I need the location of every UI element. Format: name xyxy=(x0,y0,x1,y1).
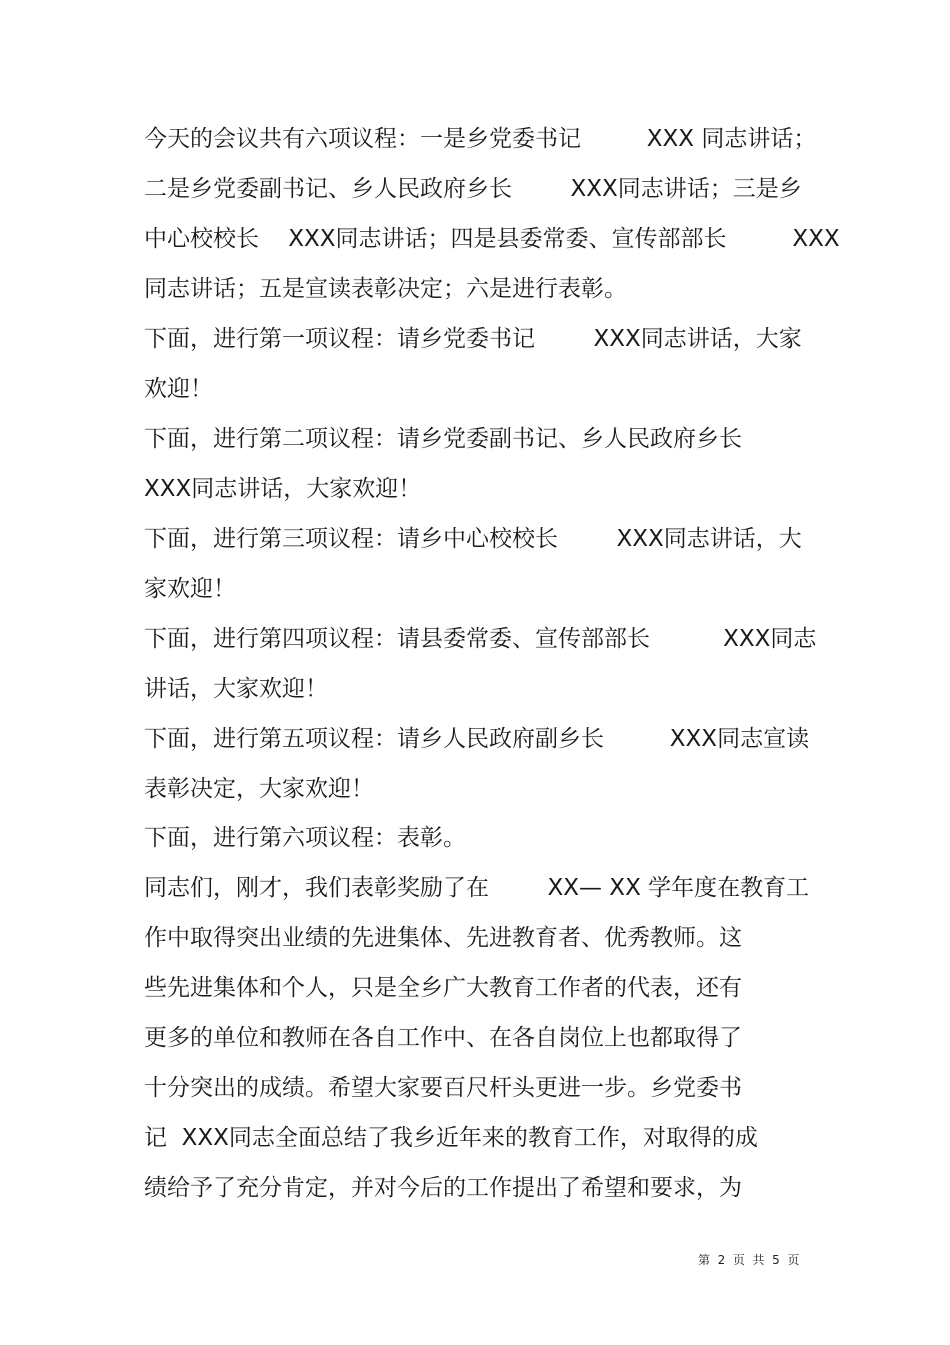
text-line: 欢迎！ xyxy=(144,376,213,402)
text-line: 下面，进行第二项议程：请乡党委副书记、乡人民政府乡长 xyxy=(144,426,742,452)
text-line: 二是乡党委副书记、乡人民政府乡长 XXX同志讲话；三是乡 xyxy=(144,176,802,202)
text-line: 下面，进行第五项议程：请乡人民政府副乡长 XXX同志宣读 xyxy=(144,726,810,752)
text-line: 讲话，大家欢迎！ xyxy=(144,676,328,702)
page-number-footer: 第 2 页 共 5 页 xyxy=(698,1253,800,1267)
text-line: 下面，进行第六项议程：表彰。 xyxy=(144,825,466,851)
text-line: 同志讲话；五是宣读表彰决定；六是进行表彰。 xyxy=(144,276,627,302)
text-line: 今天的会议共有六项议程：一是乡党委书记 XXX 同志讲话； xyxy=(144,126,817,152)
text-line: 作中取得突出业绩的先进集体、先进教育者、优秀教师。这 xyxy=(144,925,742,951)
text-line: 绩给予了充分肯定，并对今后的工作提出了希望和要求，为 xyxy=(144,1175,742,1201)
text-line: 十分突出的成绩。希望大家要百尺杆头更进一步。乡党委书 xyxy=(144,1075,742,1101)
text-line: XXX同志讲话，大家欢迎！ xyxy=(144,476,422,502)
text-line: 更多的单位和教师在各自工作中、在各自岗位上也都取得了 xyxy=(144,1025,742,1051)
text-line: 记 XXX同志全面总结了我乡近年来的教育工作，对取得的成 xyxy=(144,1125,758,1151)
text-line: 中心校校长 XXX同志讲话；四是县委常委、宣传部部长 XXX xyxy=(144,226,840,252)
text-line: 些先进集体和个人，只是全乡广大教育工作者的代表，还有 xyxy=(144,975,742,1001)
text-line: 下面，进行第三项议程：请乡中心校校长 XXX同志讲话，大 xyxy=(144,526,802,552)
text-line: 表彰决定，大家欢迎！ xyxy=(144,776,374,802)
text-line: 同志们，刚才，我们表彰奖励了在 XX— XX 学年度在教育工 xyxy=(144,875,810,901)
text-line: 下面，进行第四项议程：请县委常委、宣传部部长 XXX同志 xyxy=(144,626,817,652)
text-line: 下面，进行第一项议程：请乡党委书记 XXX同志讲话，大家 xyxy=(144,326,802,352)
text-line: 家欢迎！ xyxy=(144,576,236,602)
